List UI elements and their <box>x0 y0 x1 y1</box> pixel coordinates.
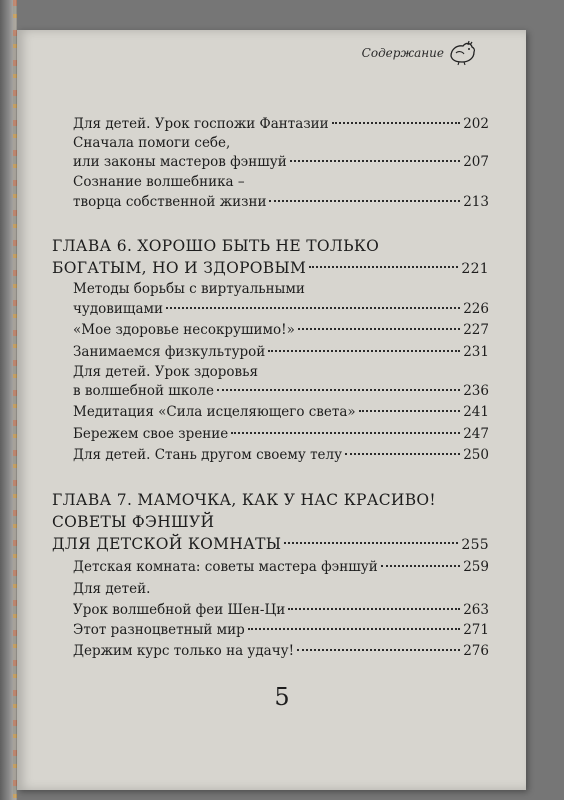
entry-title: Бережем свое зрение <box>73 426 229 442</box>
bird-icon <box>447 40 477 66</box>
toc-entry[interactable] <box>73 426 489 442</box>
entry-title: «Мое здоровье несокрушимо!» <box>73 322 295 338</box>
toc-entry[interactable] <box>73 404 489 420</box>
entry-page: 227 <box>463 322 489 338</box>
entry-page: 259 <box>463 559 489 575</box>
dot-leader <box>297 649 460 651</box>
dot-leader <box>288 608 460 610</box>
toc-entry[interactable] <box>73 322 489 338</box>
entry-page: 276 <box>463 643 489 659</box>
toc-entry-line: Сознание волшебника – <box>73 174 245 190</box>
toc-entry-line: Для детей. Урок здоровья <box>73 364 258 380</box>
dot-leader <box>217 389 460 391</box>
toc-entry-line: Для детей. <box>73 581 151 597</box>
chapter-7-page: 255 <box>461 537 489 553</box>
entry-title: Для детей. Стань другом своему телу <box>73 447 343 463</box>
toc-entry[interactable] <box>73 194 489 210</box>
entry-title: Медитация «Сила исцеляющего света» <box>73 404 356 420</box>
toc-entry[interactable] <box>73 643 489 659</box>
entry-page: 213 <box>463 194 489 210</box>
entry-page: 236 <box>463 383 489 399</box>
entry-page: 271 <box>463 622 489 638</box>
dot-leader <box>248 628 460 630</box>
entry-title: в волшебной школе <box>73 383 214 399</box>
toc-entry[interactable] <box>73 344 489 360</box>
entry-title: Держим курс только на удачу! <box>73 643 295 659</box>
dot-leader <box>381 565 461 567</box>
dot-leader <box>284 542 458 544</box>
toc-entry[interactable] <box>73 301 489 317</box>
dot-leader <box>290 160 460 162</box>
toc-entry[interactable] <box>73 559 489 575</box>
dot-leader <box>166 307 460 309</box>
toc-entry-line: Сначала помоги себе, <box>73 135 231 151</box>
entry-title: Этот разноцветный мир <box>73 622 245 638</box>
dot-leader <box>345 453 460 455</box>
entry-title: Занимаемся физкультурой <box>73 344 266 360</box>
entry-title: Для детей. Урок госпожи Фантазии <box>73 116 329 132</box>
entry-title: Урок волшебной феи Шен-Ци <box>73 602 286 618</box>
toc-entry[interactable] <box>73 116 489 132</box>
toc-entry[interactable] <box>73 154 489 170</box>
entry-page: 241 <box>463 404 489 420</box>
toc-entry[interactable] <box>73 602 489 618</box>
dot-leader <box>298 328 460 330</box>
page-number: 5 <box>274 683 290 711</box>
chapter-6-entry[interactable] <box>52 259 489 277</box>
chapter-7-subtitle-line: ДЛЯ ДЕТСКОЙ КОМНАТЫ <box>52 535 282 553</box>
chapter-7-entry[interactable] <box>52 535 489 553</box>
toc-entry[interactable] <box>73 622 489 638</box>
dot-leader <box>332 122 461 124</box>
entry-title: чудовищами <box>73 301 164 317</box>
chapter-7-title[interactable]: ГЛАВА 7. МАМОЧКА, КАК У НАС КРАСИВО! <box>52 491 436 509</box>
entry-page: 250 <box>463 447 489 463</box>
entry-page: 207 <box>463 154 489 170</box>
toc-entry[interactable] <box>73 447 489 463</box>
chapter-7-subtitle: СОВЕТЫ ФЭНШУЙ <box>52 513 215 531</box>
dot-leader <box>269 200 460 202</box>
entry-page: 202 <box>463 116 489 132</box>
dot-leader <box>231 432 460 434</box>
dot-leader <box>359 410 461 412</box>
entry-page: 231 <box>463 344 489 360</box>
chapter-6-page: 221 <box>461 261 489 277</box>
toc-entry-line: Методы борьбы с виртуальными <box>73 281 305 297</box>
entry-title: Детская комната: советы мастера фэншуй <box>73 559 378 575</box>
chapter-6-subtitle: БОГАТЫМ, НО И ЗДОРОВЫМ <box>52 259 307 277</box>
dot-leader <box>268 350 460 352</box>
entry-page: 226 <box>463 301 489 317</box>
dot-leader <box>309 266 458 268</box>
entry-page: 247 <box>463 426 489 442</box>
running-header: Содержание <box>361 46 444 60</box>
entry-title: творца собственной жизни <box>73 194 267 210</box>
toc-entry[interactable] <box>73 383 489 399</box>
entry-title: или законы мастеров фэншуй <box>73 154 287 170</box>
entry-page: 263 <box>463 602 489 618</box>
chapter-6-title[interactable]: ГЛАВА 6. ХОРОШО БЫТЬ НЕ ТОЛЬКО <box>52 237 380 255</box>
